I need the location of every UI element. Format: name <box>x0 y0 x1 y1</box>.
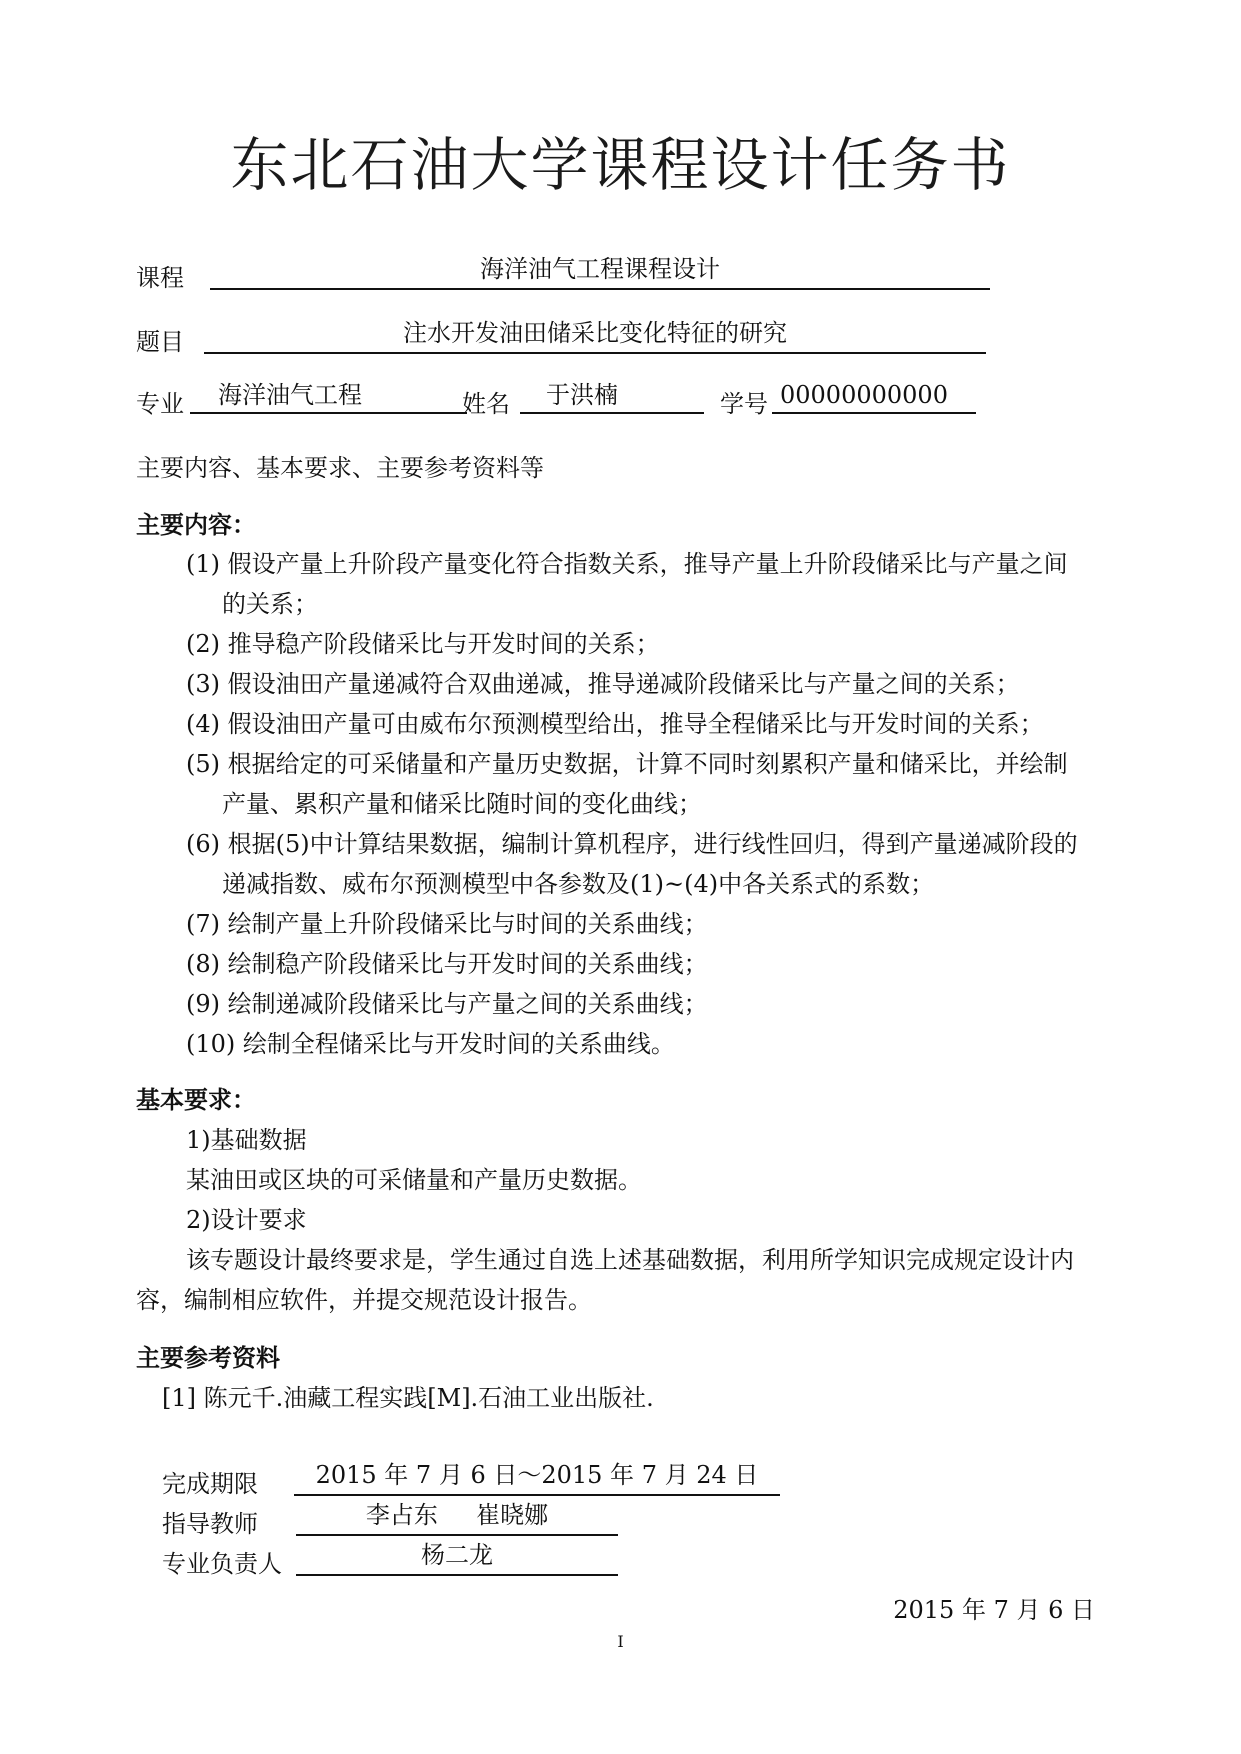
list-item-continued: 的关系； <box>222 590 318 618</box>
requirement-subtitle: 2)设计要求 <box>186 1206 307 1234</box>
list-item: (9) 绘制递减阶段储采比与产量之间的关系曲线； <box>186 990 708 1018</box>
basic-requirements-heading: 基本要求： <box>136 1085 256 1114</box>
major-head-value: 杨二龙 <box>296 1540 618 1576</box>
signing-date: 2015 年 7 月 6 日 <box>893 1596 1095 1624</box>
major-value: 海洋油气工程 <box>190 380 467 414</box>
id-label: 学号 <box>720 390 768 418</box>
major-head-label: 专业负责人 <box>162 1550 282 1578</box>
advisor-label: 指导教师 <box>162 1510 258 1538</box>
document-title: 东北石油大学课程设计任务书 <box>230 131 1011 199</box>
topic-label: 题目 <box>136 328 184 356</box>
references-heading: 主要参考资料 <box>136 1343 280 1372</box>
list-item: (3) 假设油田产量递减符合双曲递减，推导递减阶段储采比与产量之间的关系； <box>186 670 1020 698</box>
course-label: 课程 <box>136 264 184 292</box>
list-item: (2) 推导稳产阶段储采比与开发时间的关系； <box>186 630 660 658</box>
name-value: 于洪楠 <box>520 380 704 414</box>
list-item-continued: 递减指数、威布尔预测模型中各参数及(1)~(4)中各关系式的系数； <box>222 870 935 898</box>
requirement-text: 该专题设计最终要求是，学生通过自选上述基础数据，利用所学知识完成规定设计内 <box>186 1246 1074 1274</box>
list-item: (10) 绘制全程储采比与开发时间的关系曲线。 <box>186 1030 675 1058</box>
requirement-subtitle: 1)基础数据 <box>186 1126 307 1154</box>
page-number: I <box>617 1632 624 1651</box>
main-content-heading: 主要内容： <box>136 510 256 539</box>
course-value: 海洋油气工程课程设计 <box>210 254 990 290</box>
list-item-continued: 产量、累积产量和储采比随时间的变化曲线； <box>222 790 702 818</box>
topic-value: 注水开发油田储采比变化特征的研究 <box>204 318 986 354</box>
requirement-text: 某油田或区块的可采储量和产量历史数据。 <box>186 1166 642 1194</box>
list-item: (5) 根据给定的可采储量和产量历史数据，计算不同时刻累积产量和储采比，并绘制 <box>186 750 1068 778</box>
deadline-value: 2015 年 7 月 6 日～2015 年 7 月 24 日 <box>294 1460 780 1496</box>
requirement-text: 容，编制相应软件，并提交规范设计报告。 <box>136 1286 592 1314</box>
advisor-value: 李占东 崔晓娜 <box>296 1500 618 1536</box>
list-item: (6) 根据(5)中计算结果数据，编制计算机程序，进行线性回归，得到产量递减阶段的 <box>186 830 1078 858</box>
major-label: 专业 <box>136 390 184 418</box>
name-label: 姓名 <box>462 390 510 418</box>
intro-text: 主要内容、基本要求、主要参考资料等 <box>136 454 544 482</box>
deadline-label: 完成期限 <box>162 1470 258 1498</box>
list-item: (7) 绘制产量上升阶段储采比与时间的关系曲线； <box>186 910 708 938</box>
list-item: (4) 假设油田产量可由威布尔预测模型给出，推导全程储采比与开发时间的关系； <box>186 710 1044 738</box>
reference-item: [1] 陈元千.油藏工程实践[M].石油工业出版社. <box>162 1384 654 1412</box>
list-item: (8) 绘制稳产阶段储采比与开发时间的关系曲线； <box>186 950 708 978</box>
list-item: (1) 假设产量上升阶段产量变化符合指数关系，推导产量上升阶段储采比与产量之间 <box>186 550 1068 578</box>
id-value: 00000000000 <box>772 380 976 414</box>
